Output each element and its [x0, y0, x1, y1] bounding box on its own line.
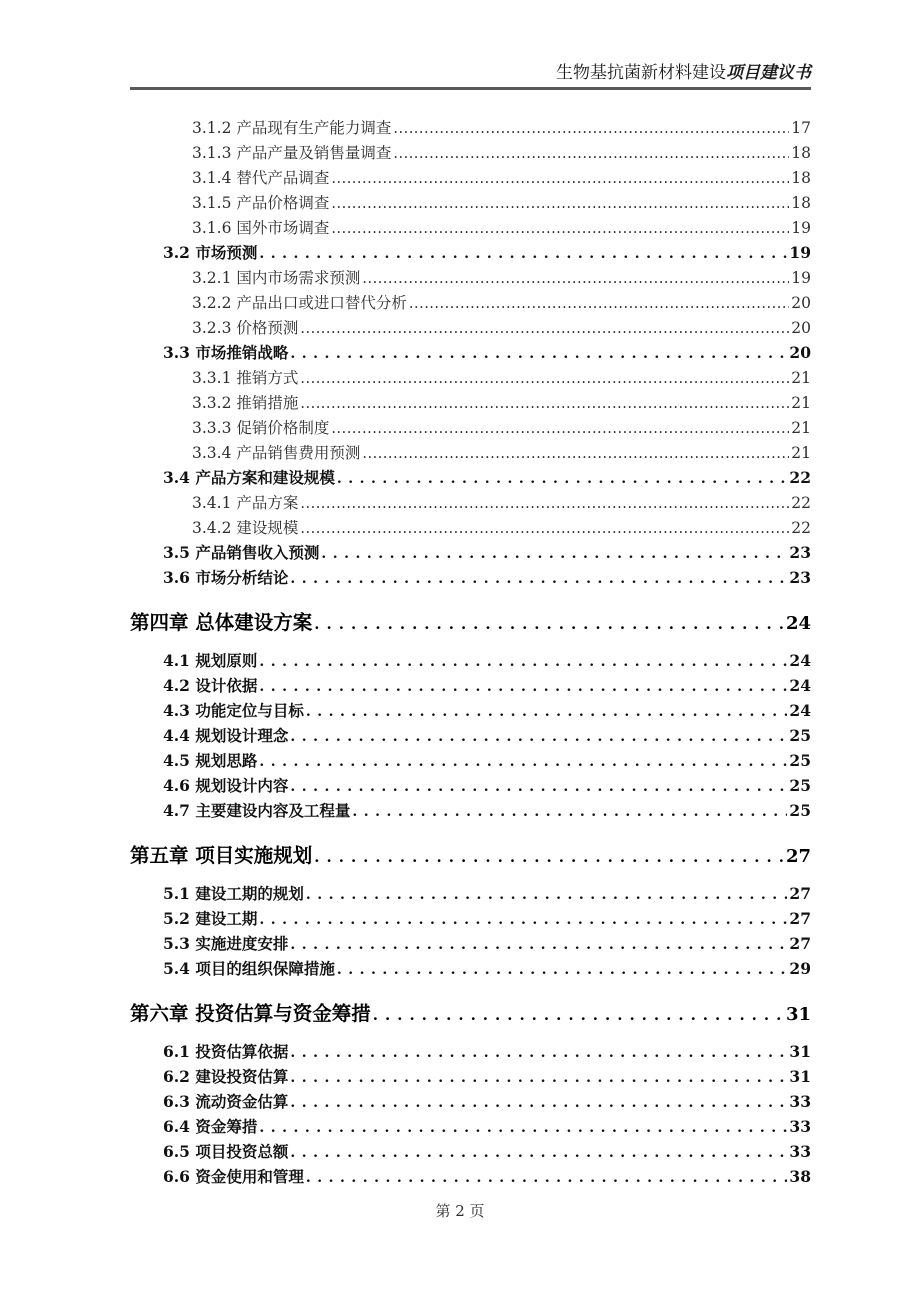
toc-entry-page: 19: [789, 243, 811, 262]
toc-entry[interactable]: [130, 416, 811, 441]
toc-entry-page: 18: [791, 144, 811, 162]
toc-entry-label: 3.1.5 产品价格调查: [192, 194, 330, 212]
toc-entry-page: 24: [785, 613, 811, 634]
toc-entry[interactable]: [130, 699, 811, 724]
toc-entry[interactable]: [130, 141, 811, 166]
table-of-contents: [130, 116, 811, 1190]
toc-entry-page: 25: [789, 801, 811, 820]
toc-entry[interactable]: [130, 607, 811, 639]
toc-entry-label: 5.2 建设工期: [163, 909, 258, 928]
toc-entry[interactable]: [130, 907, 811, 932]
toc-entry-label: 4.7 主要建设内容及工程量: [163, 801, 351, 820]
toc-entry[interactable]: [130, 932, 811, 957]
toc-dot-leader: [290, 729, 787, 745]
toc-entry-page: 33: [789, 1142, 811, 1161]
toc-dot-leader: [259, 679, 787, 695]
toc-entry-label: 4.4 规划设计理念: [163, 726, 289, 745]
toc-dot-leader: [300, 496, 789, 512]
toc-entry-page: 27: [789, 934, 811, 953]
toc-entry[interactable]: [130, 674, 811, 699]
toc-dot-leader: [314, 615, 784, 633]
toc-dot-leader: [306, 704, 788, 720]
toc-entry[interactable]: [130, 341, 811, 366]
toc-entry-page: 21: [791, 444, 811, 462]
toc-entry[interactable]: [130, 366, 811, 391]
toc-entry-label: 4.6 规划设计内容: [163, 776, 289, 795]
header-rule: [130, 87, 811, 90]
header-title-regular: 生物基抗菌新材料建设: [556, 63, 726, 83]
toc-entry-label: 3.4.2 建设规模: [192, 519, 299, 537]
toc-dot-leader: [409, 296, 789, 312]
toc-entry-label: 5.3 实施进度安排: [163, 934, 289, 953]
toc-entry-page: 31: [789, 1067, 811, 1086]
toc-entry-label: 6.2 建设投资估算: [163, 1067, 289, 1086]
toc-entry-page: 31: [785, 1004, 811, 1025]
toc-entry[interactable]: [130, 516, 811, 541]
toc-dot-leader: [373, 1006, 784, 1024]
toc-dot-leader: [290, 346, 787, 362]
toc-entry-page: 18: [791, 169, 811, 187]
toc-entry-page: 18: [791, 194, 811, 212]
toc-entry-label: 3.1.3 产品产量及销售量调查: [192, 144, 392, 162]
toc-dot-leader: [259, 912, 787, 928]
toc-entry-page: 22: [791, 494, 811, 512]
toc-entry-page: 33: [789, 1092, 811, 1111]
toc-dot-leader: [290, 1045, 787, 1061]
toc-entry-label: 3.3.4 产品销售费用预测: [192, 444, 361, 462]
toc-entry-page: 24: [789, 676, 811, 695]
toc-dot-leader: [300, 521, 789, 537]
toc-dot-leader: [290, 571, 787, 587]
toc-dot-leader: [331, 421, 789, 437]
toc-entry[interactable]: [130, 216, 811, 241]
toc-entry-page: 22: [789, 468, 811, 487]
toc-dot-leader: [362, 446, 789, 462]
toc-entry-page: 25: [789, 776, 811, 795]
toc-entry-label: 5.4 项目的组织保障措施: [163, 959, 335, 978]
toc-entry-label: 3.3.3 促销价格制度: [192, 419, 330, 437]
toc-entry-page: 24: [789, 651, 811, 670]
toc-dot-leader: [331, 171, 789, 187]
toc-dot-leader: [352, 804, 787, 820]
toc-entry-page: 20: [789, 343, 811, 362]
toc-dot-leader: [331, 196, 789, 212]
toc-entry[interactable]: [130, 241, 811, 266]
toc-entry-label: 3.6 市场分析结论: [163, 568, 289, 587]
toc-entry[interactable]: [130, 541, 811, 566]
toc-dot-leader: [300, 321, 789, 337]
toc-entry[interactable]: [130, 882, 811, 907]
toc-entry-page: 19: [791, 219, 811, 237]
toc-entry[interactable]: [130, 1115, 811, 1140]
toc-dot-leader: [393, 121, 789, 137]
toc-entry-page: 21: [791, 419, 811, 437]
toc-entry[interactable]: [130, 166, 811, 191]
toc-entry-label: 第四章 总体建设方案: [130, 611, 313, 634]
toc-entry-label: 第五章 项目实施规划: [130, 844, 313, 867]
toc-entry-label: 3.1.2 产品现有生产能力调查: [192, 119, 392, 137]
toc-dot-leader: [331, 221, 789, 237]
toc-entry-page: 22: [791, 519, 811, 537]
toc-dot-leader: [259, 754, 787, 770]
toc-entry[interactable]: [130, 649, 811, 674]
toc-entry-label: 3.1.6 国外市场调查: [192, 219, 330, 237]
toc-entry-label: 3.3.1 推销方式: [192, 369, 299, 387]
toc-entry[interactable]: [130, 799, 811, 824]
toc-entry[interactable]: [130, 1140, 811, 1165]
toc-entry-label: 3.3 市场推销战略: [163, 343, 289, 362]
toc-entry-page: 20: [791, 319, 811, 337]
toc-entry-label: 3.4.1 产品方案: [192, 494, 299, 512]
toc-entry-page: 24: [789, 701, 811, 720]
toc-dot-leader: [337, 962, 788, 978]
toc-entry-label: 6.1 投资估算依据: [163, 1042, 289, 1061]
toc-entry-page: 20: [791, 294, 811, 312]
toc-entry-label: 6.6 资金使用和管理: [163, 1167, 304, 1186]
toc-dot-leader: [300, 371, 789, 387]
toc-entry-label: 5.1 建设工期的规划: [163, 884, 304, 903]
toc-entry-page: 19: [791, 269, 811, 287]
toc-entry[interactable]: [130, 1090, 811, 1115]
toc-entry-label: 3.3.2 推销措施: [192, 394, 299, 412]
toc-entry[interactable]: [130, 774, 811, 799]
toc-entry-label: 6.5 项目投资总额: [163, 1142, 289, 1161]
toc-entry-label: 6.3 流动资金估算: [163, 1092, 289, 1111]
toc-entry-label: 3.2.2 产品出口或进口替代分析: [192, 294, 407, 312]
toc-dot-leader: [259, 654, 787, 670]
toc-entry-page: 23: [789, 568, 811, 587]
toc-entry-label: 4.2 设计依据: [163, 676, 258, 695]
document-header: [130, 62, 811, 84]
toc-dot-leader: [259, 1120, 787, 1136]
toc-entry-label: 3.2.3 价格预测: [192, 319, 299, 337]
toc-entry-page: 27: [789, 884, 811, 903]
toc-entry[interactable]: [130, 957, 811, 982]
toc-entry-label: 3.2.1 国内市场需求预测: [192, 269, 361, 287]
toc-entry-label: 4.1 规划原则: [163, 651, 258, 670]
toc-entry[interactable]: [130, 998, 811, 1030]
footer-page-number: 第 2 页: [435, 1202, 485, 1220]
toc-entry[interactable]: [130, 191, 811, 216]
toc-entry[interactable]: [130, 749, 811, 774]
toc-entry-page: 31: [789, 1042, 811, 1061]
toc-entry-page: 27: [785, 846, 811, 867]
toc-entry[interactable]: [130, 491, 811, 516]
toc-dot-leader: [300, 396, 789, 412]
toc-entry[interactable]: [130, 1040, 811, 1065]
toc-entry[interactable]: [130, 291, 811, 316]
toc-dot-leader: [290, 1095, 787, 1111]
toc-dot-leader: [321, 546, 787, 562]
page-content: [130, 62, 811, 1190]
toc-entry-label: 3.5 产品销售收入预测: [163, 543, 320, 562]
toc-entry-page: 23: [789, 543, 811, 562]
toc-dot-leader: [290, 937, 787, 953]
toc-entry-label: 3.4 产品方案和建设规模: [163, 468, 335, 487]
toc-dot-leader: [290, 1145, 787, 1161]
toc-entry-page: 33: [789, 1117, 811, 1136]
toc-dot-leader: [290, 1070, 787, 1086]
toc-entry-label: 3.2 市场预测: [163, 243, 258, 262]
toc-entry-label: 3.1.4 替代产品调查: [192, 169, 330, 187]
toc-dot-leader: [362, 271, 789, 287]
toc-entry[interactable]: [130, 116, 811, 141]
toc-entry[interactable]: [130, 466, 811, 491]
toc-entry[interactable]: [130, 1165, 811, 1190]
toc-entry[interactable]: [130, 316, 811, 341]
toc-entry-page: 38: [789, 1167, 811, 1186]
toc-entry-page: 25: [789, 751, 811, 770]
toc-dot-leader: [337, 471, 788, 487]
toc-entry[interactable]: [130, 266, 811, 291]
header-title-bold-italic: 项目建议书: [726, 63, 811, 83]
toc-entry[interactable]: [130, 441, 811, 466]
toc-entry[interactable]: [130, 840, 811, 872]
toc-entry[interactable]: [130, 566, 811, 591]
toc-dot-leader: [259, 246, 787, 262]
toc-entry-page: 27: [789, 909, 811, 928]
toc-entry-label: 4.3 功能定位与目标: [163, 701, 304, 720]
toc-dot-leader: [290, 779, 787, 795]
toc-entry-page: 25: [789, 726, 811, 745]
toc-entry-page: 21: [791, 369, 811, 387]
toc-entry[interactable]: [130, 1065, 811, 1090]
toc-entry[interactable]: [130, 391, 811, 416]
toc-dot-leader: [306, 887, 788, 903]
toc-entry-label: 6.4 资金筹措: [163, 1117, 258, 1136]
toc-entry-label: 4.5 规划思路: [163, 751, 258, 770]
toc-entry-label: 第六章 投资估算与资金筹措: [130, 1002, 371, 1025]
toc-entry-page: 21: [791, 394, 811, 412]
toc-dot-leader: [306, 1170, 788, 1186]
toc-entry[interactable]: [130, 724, 811, 749]
toc-dot-leader: [314, 848, 784, 866]
toc-entry-page: 17: [791, 119, 811, 137]
toc-dot-leader: [393, 146, 789, 162]
toc-entry-page: 29: [789, 959, 811, 978]
